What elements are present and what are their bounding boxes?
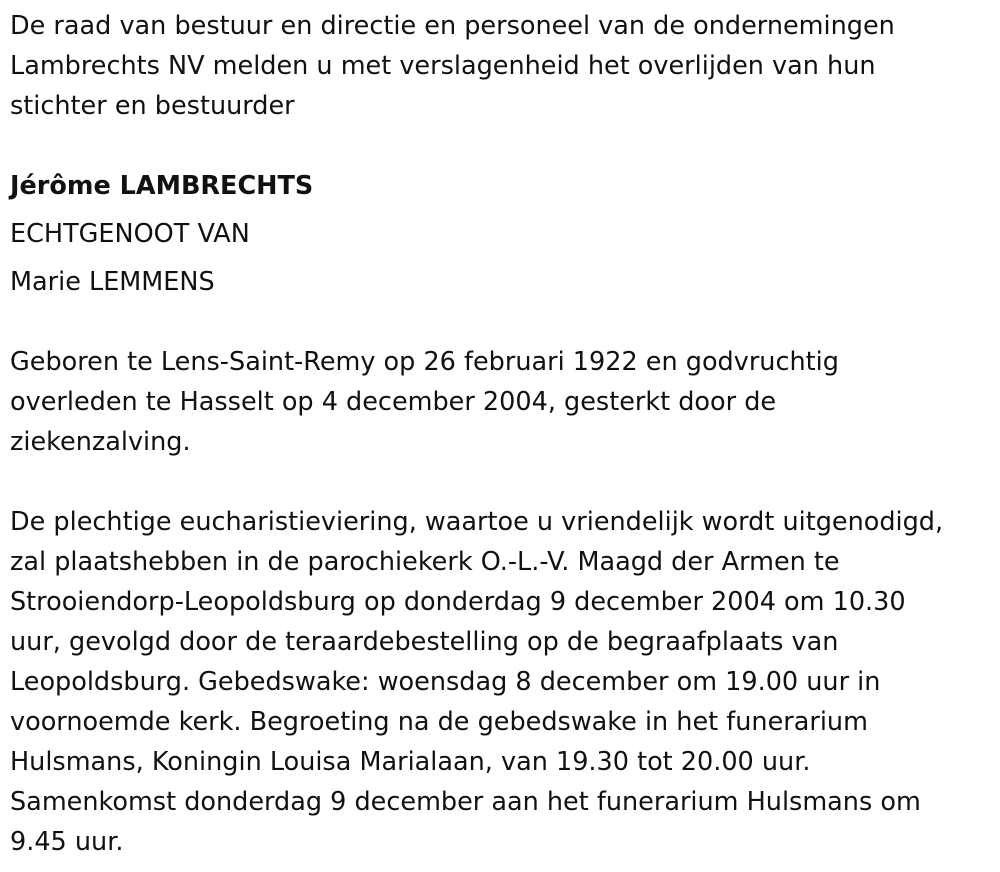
birth-death-line: Geboren te Lens-Saint-Remy op 26 februari 1922 en godvruchtig bbox=[10, 347, 839, 377]
birth-death-line: ziekenzalving. bbox=[10, 427, 191, 457]
ceremony-line: Hulsmans, Koningin Louisa Marialaan, van 19.30 tot 20.00 uur. bbox=[10, 747, 811, 777]
intro-line: stichter en bestuurder bbox=[10, 91, 295, 121]
obituary-notice bbox=[10, 6, 995, 862]
ceremony-line: zal plaatshebben in de parochiekerk O.-L.-V. Maagd der Armen te bbox=[10, 547, 840, 577]
spouse-relation-label: ECHTGENOOT VAN bbox=[10, 219, 250, 249]
ceremony-line: De plechtige eucharistieviering, waartoe u vriendelijk wordt uitgenodigd, bbox=[10, 507, 944, 537]
ceremony-paragraph bbox=[10, 502, 995, 862]
ceremony-line: Leopoldsburg. Gebedswake: woensdag 8 december om 19.00 uur in bbox=[10, 667, 881, 697]
spouse-name: Marie LEMMENS bbox=[10, 267, 215, 297]
ceremony-line: Strooiendorp-Leopoldsburg op donderdag 9 december 2004 om 10.30 bbox=[10, 587, 906, 617]
ceremony-line: voornoemde kerk. Begroeting na de gebedswake in het funerarium bbox=[10, 707, 868, 737]
intro-line: Lambrechts NV melden u met verslagenheid het overlijden van hun bbox=[10, 51, 876, 81]
birth-death-paragraph bbox=[10, 342, 995, 462]
ceremony-line: 9.45 uur. bbox=[10, 827, 124, 857]
ceremony-line: uur, gevolgd door de teraardebestelling op de begraafplaats van bbox=[10, 627, 839, 657]
deceased-name: Jérôme LAMBRECHTS bbox=[10, 171, 314, 201]
intro-paragraph bbox=[10, 6, 995, 126]
ceremony-line: Samenkomst donderdag 9 december aan het funerarium Hulsmans om bbox=[10, 787, 921, 817]
birth-death-line: overleden te Hasselt op 4 december 2004, gesterkt door de bbox=[10, 387, 777, 417]
intro-line: De raad van bestuur en directie en personeel van de ondernemingen bbox=[10, 11, 895, 41]
